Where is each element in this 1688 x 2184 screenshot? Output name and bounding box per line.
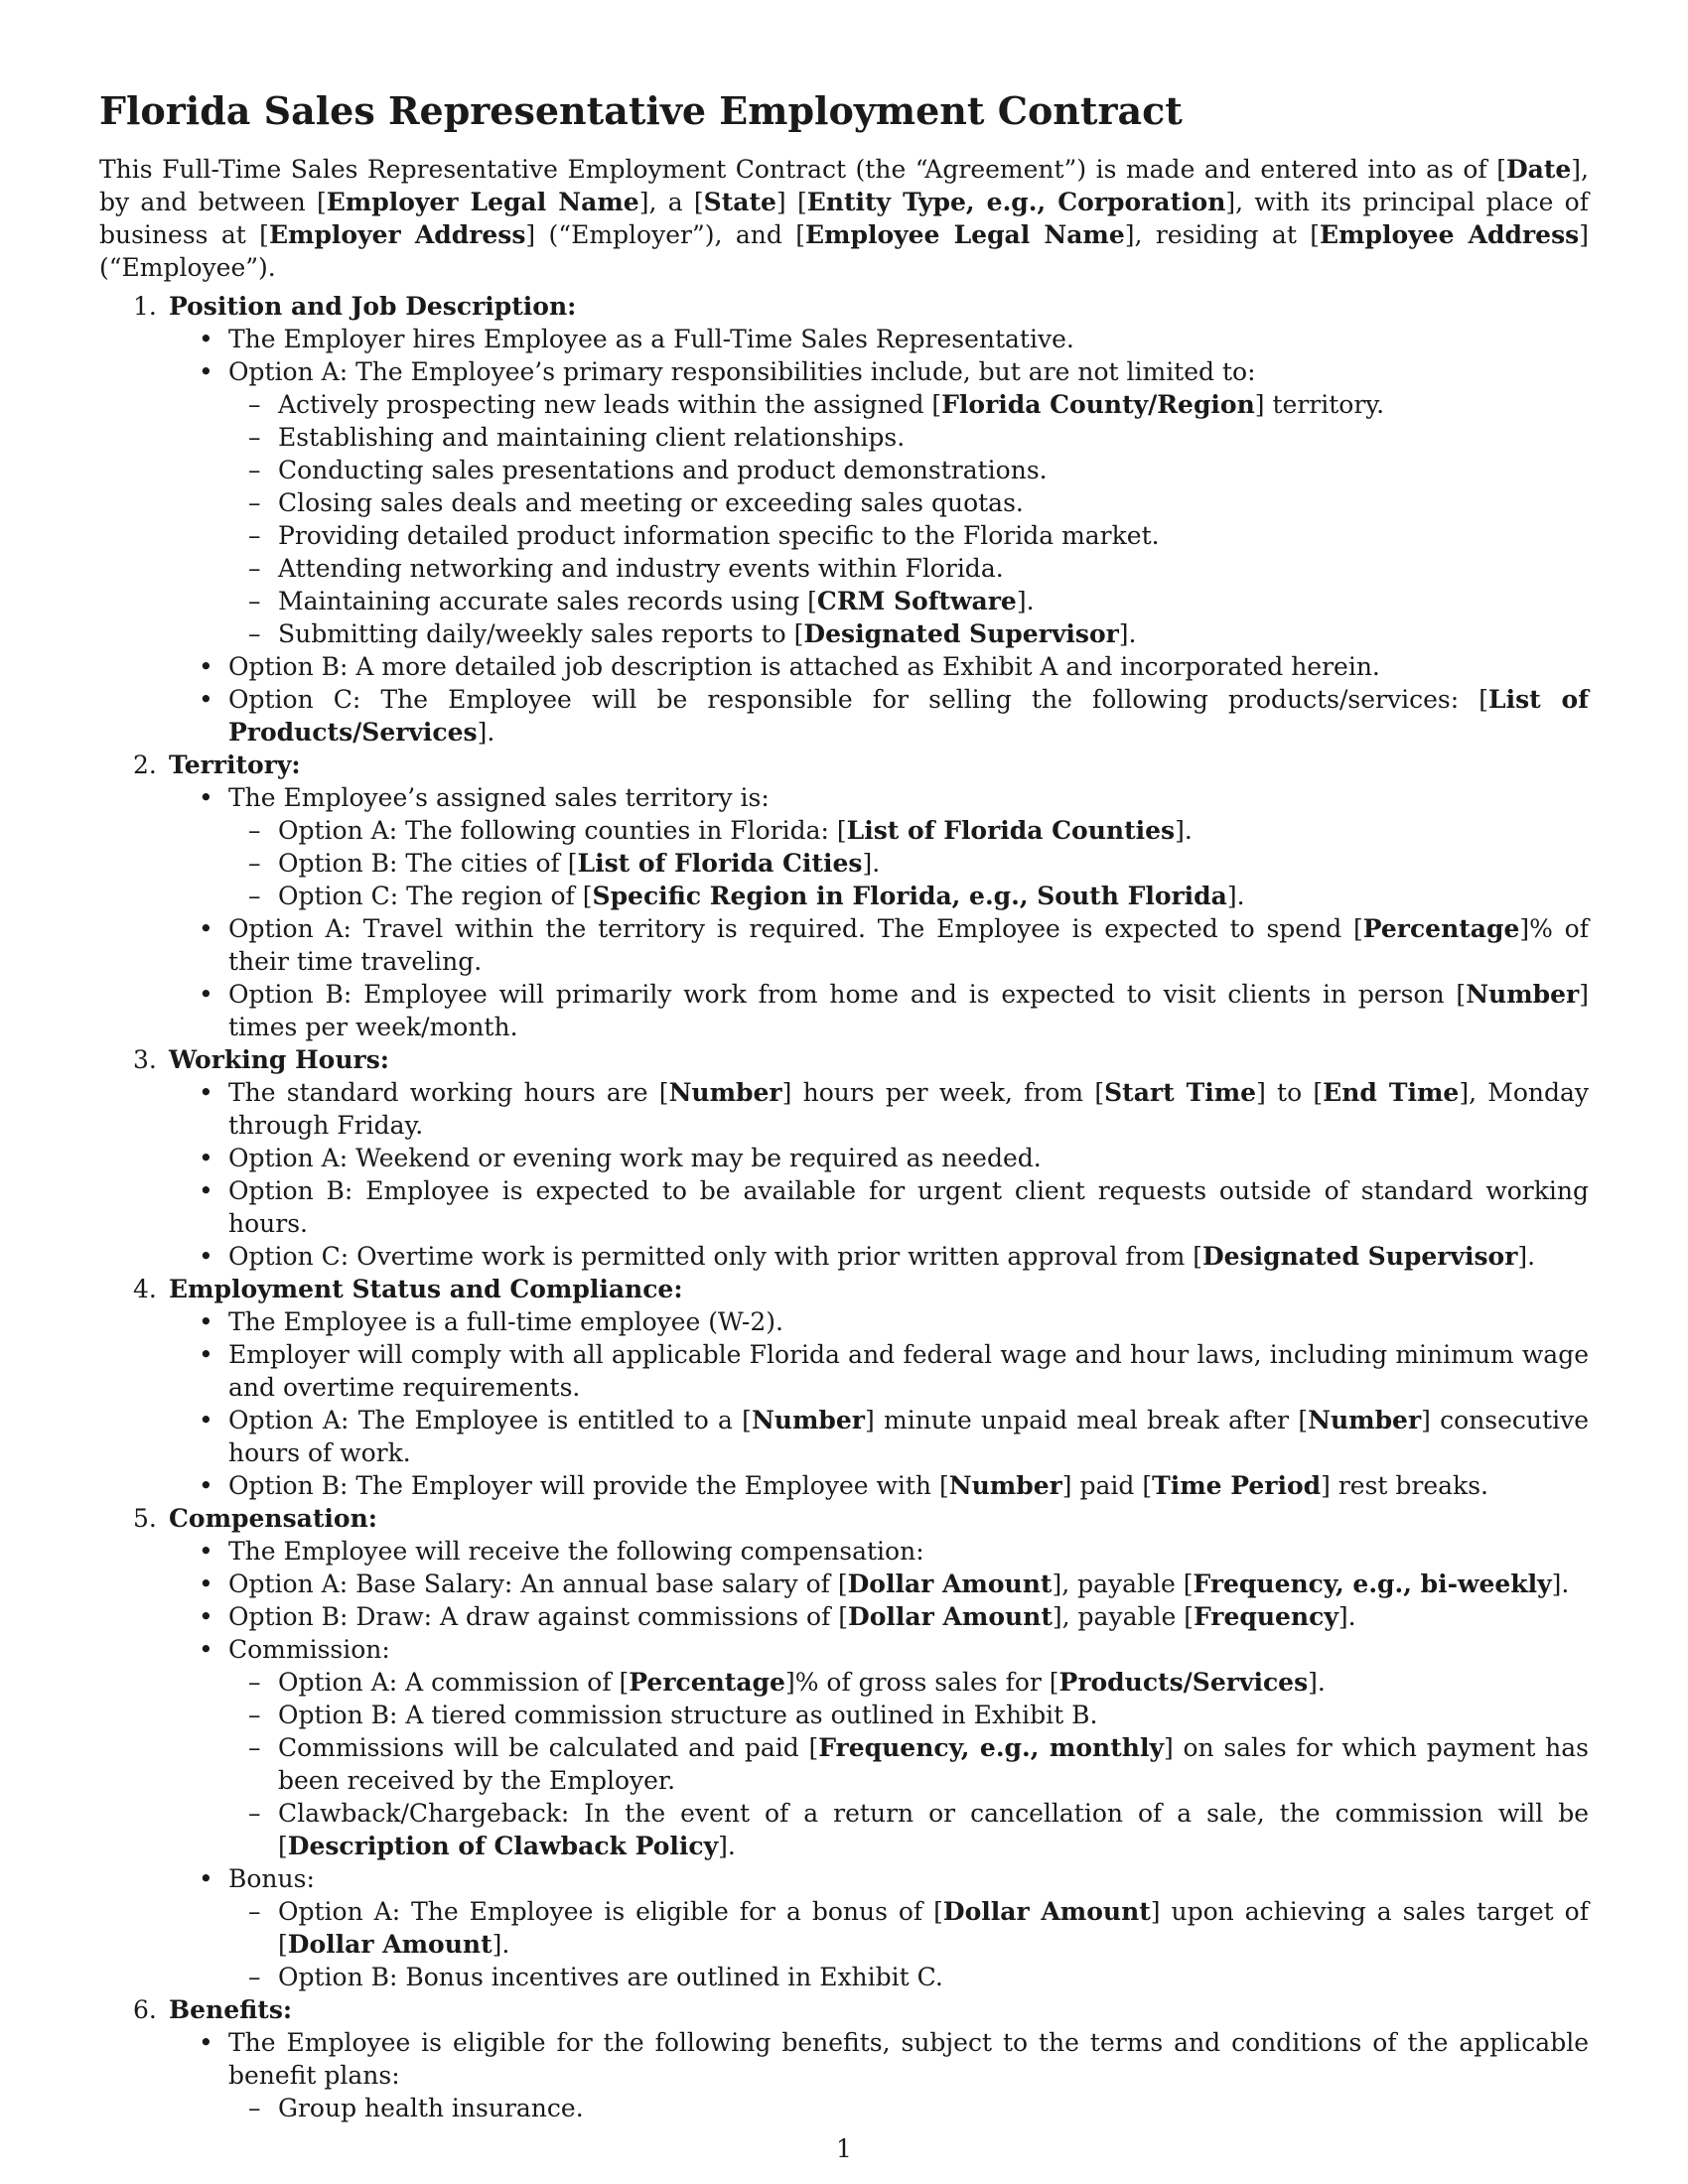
list-item: • The Employee is a full-time employee (W-2). [199, 1307, 783, 1336]
section-title: Position and Job Description: [169, 292, 577, 321]
document-page [99, 87, 1589, 2124]
list-item: – Option B: The cities of [List of Florida Cities]. [248, 849, 881, 878]
dash-list [228, 814, 1589, 912]
list-item: • The standard working hours are [Number] hours per week, from [Start Time] to [End Time], Monday through Friday. [199, 1078, 1590, 1140]
list-item: • Option A: Weekend or evening work may be required as needed. [199, 1144, 1042, 1172]
list-item: – Actively prospecting new leads within the assigned [Florida County/Region] territory. [248, 390, 1385, 419]
section-title: Territory: [169, 751, 301, 779]
list-item: – Conducting sales presentations and product demonstrations. [248, 456, 1048, 484]
list-item: • Option B: A more detailed job description is attached as Exhibit A and incorporated herein. [199, 652, 1380, 681]
section-title: Working Hours: [169, 1045, 390, 1074]
section-title: Employment Status and Compliance: [169, 1275, 683, 1303]
list-item: • Option B: The Employer will provide the Employee with [Number] paid [Time Period] rest breaks. [199, 1471, 1488, 1500]
intro-paragraph: This Full-Time Sales Representative Employment Contract (the “Agreement”) is made and entered into as of [Date], by and between [Employer Legal Name], a [State] [Entity Type, e.g., Corporation], with its principal place of business at [Employer Address] (“Employer”), and [Employee Legal Name], residing at [Employee Address] (“Employee”). [99, 155, 1589, 282]
list-item: – Clawback/Chargeback: In the event of a return or cancellation of a sale, the commission will be [Description of Clawback Policy]. [248, 1799, 1589, 1860]
list-item: • Option B: Employee is expected to be available for urgent client requests outside of standard working hours. [199, 1176, 1589, 1238]
list-item: – Submitting daily/weekly sales reports to [Designated Supervisor]. [248, 619, 1137, 648]
list-item: • Employer will comply with all applicable Florida and federal wage and hour laws, including minimum wage and overtime requirements. [199, 1340, 1589, 1402]
list-item: • The Employee is eligible for the following benefits, subject to the terms and conditions of the applicable benefit plans: – Group health insurance. [199, 2028, 1589, 2122]
section-number: 5. [133, 1504, 157, 1533]
list-item: – Option A: The following counties in Florida: [List of Florida Counties]. [248, 816, 1193, 845]
section-territory [99, 749, 1589, 1043]
list-item: – Option A: The Employee is eligible for a bonus of [Dollar Amount] upon achieving a sales target of [Dollar Amount]. [248, 1897, 1589, 1959]
list-item: – Option C: The region of [Specific Region in Florida, e.g., South Florida]. [248, 882, 1245, 910]
section-working-hours [99, 1043, 1589, 1273]
section-title: Compensation: [169, 1504, 377, 1533]
dash-list [228, 388, 1589, 650]
bullet-list [169, 781, 1589, 1043]
list-item: • Option A: The Employee is entitled to a [Number] minute unpaid meal break after [Number] consecutive hours of work. [199, 1406, 1589, 1467]
list-item: • Option A: Base Salary: An annual base salary of [Dollar Amount], payable [Frequency, e.g., bi-weekly]. [199, 1570, 1570, 1598]
dash-list [228, 2092, 1589, 2124]
section-number: 4. [133, 1275, 157, 1303]
section-position [99, 290, 1589, 749]
list-item: – Commissions will be calculated and paid [Frequency, e.g., monthly] on sales for which payment has been received by the Employer. [248, 1733, 1590, 1795]
list-item: – Option B: Bonus incentives are outlined in Exhibit C. [248, 1963, 943, 1991]
list-item: • Option C: Overtime work is permitted only with prior written approval from [Designated Supervisor]. [199, 1242, 1536, 1271]
document-title: Florida Sales Representative Employment Contract [99, 88, 1183, 133]
section-title: Benefits: [169, 1995, 293, 2024]
page-number: 1 [836, 2134, 852, 2163]
list-item: • The Employee’s assigned sales territory is: – Option A: The following counties in Florida: [List of Florida Counties]. – Option B: The cities of [List of Florida Cities]. – Option C: The region of [Specific Region in Florida, e.g., South Florida]. [169, 781, 1589, 912]
dash-list [228, 1666, 1589, 1862]
list-item: • Option C: The Employee will be responsible for selling the following products/services: [List of Products/Services]. [199, 685, 1589, 747]
list-item: • Option B: Employee will primarily work from home and is expected to visit clients in person [Number] times per week/month. [199, 980, 1589, 1041]
bullet-list [169, 323, 1589, 749]
list-item: – Group health insurance. [248, 2094, 584, 2122]
list-item: • Commission: – Option A: A commission of [Percentage]% of gross sales for [Products/Services]. – Option B: A tiered commission structure as outlined in Exhibit B. – Commissions will be calculated and paid [Frequency, e.g., monthly] on sales for which payment has been received by the Employer. – Clawback/Chargeback: In the event of a return or cancellation of a sale, the commission will be [Description of Clawback Policy]. [199, 1635, 1590, 1860]
list-item: – Closing sales deals and meeting or exceeding sales quotas. [248, 488, 1024, 517]
bullet-list [169, 1076, 1589, 1273]
list-item: • Option A: Travel within the territory is required. The Employee is expected to spend [Percentage]% of their time traveling. [199, 914, 1589, 976]
section-number: 1. [133, 292, 157, 321]
bullet-list [169, 1535, 1589, 1993]
section-number: 3. [133, 1045, 157, 1074]
list-item: • Option A: The Employee’s primary responsibilities include, but are not limited to: – Actively prospecting new leads within the assigned [Florida County/Region] territory. – Establishing and maintaining client relationships. – Conducting sales presentations and product demonstrations. – Closing sales deals and meeting or exceeding sales quotas. – Providing detailed product information specific to the Florida market. – Attending networking and industry events within Florida. – Maintaining accurate sales records using [CRM Software]. – Submitting daily/weekly sales reports to [Designated Supervisor]. [169, 355, 1589, 650]
list-item: • The Employee will receive the following compensation: [199, 1537, 924, 1566]
list-item: – Maintaining accurate sales records using [CRM Software]. [248, 587, 1035, 615]
list-item: – Providing detailed product information specific to the Florida market. [248, 521, 1160, 550]
section-number: 6. [133, 1995, 157, 2024]
list-item: – Attending networking and industry events within Florida. [248, 554, 1004, 583]
bullet-list [169, 2026, 1589, 2124]
list-item: • Bonus: – Option A: The Employee is eligible for a bonus of [Dollar Amount] upon achieving a sales target of [Dollar Amount]. – Option B: Bonus incentives are outlined in Exhibit C. [199, 1864, 1589, 1991]
list-item: – Establishing and maintaining client relationships. [248, 423, 906, 452]
sections-list [99, 290, 1589, 2124]
section-number: 2. [133, 751, 157, 779]
list-item: – Option A: A commission of [Percentage]% of gross sales for [Products/Services]. [248, 1668, 1326, 1697]
bullet-list [169, 1305, 1589, 1502]
section-employment-status [99, 1273, 1589, 1502]
list-item: • Option B: Draw: A draw against commissions of [Dollar Amount], payable [Frequency]. [199, 1602, 1356, 1631]
dash-list [228, 1895, 1589, 1993]
section-compensation [99, 1502, 1589, 1993]
list-item: • The Employer hires Employee as a Full-Time Sales Representative. [199, 325, 1074, 353]
section-benefits [99, 1993, 1589, 2124]
list-item: – Option B: A tiered commission structure as outlined in Exhibit B. [248, 1701, 1098, 1729]
